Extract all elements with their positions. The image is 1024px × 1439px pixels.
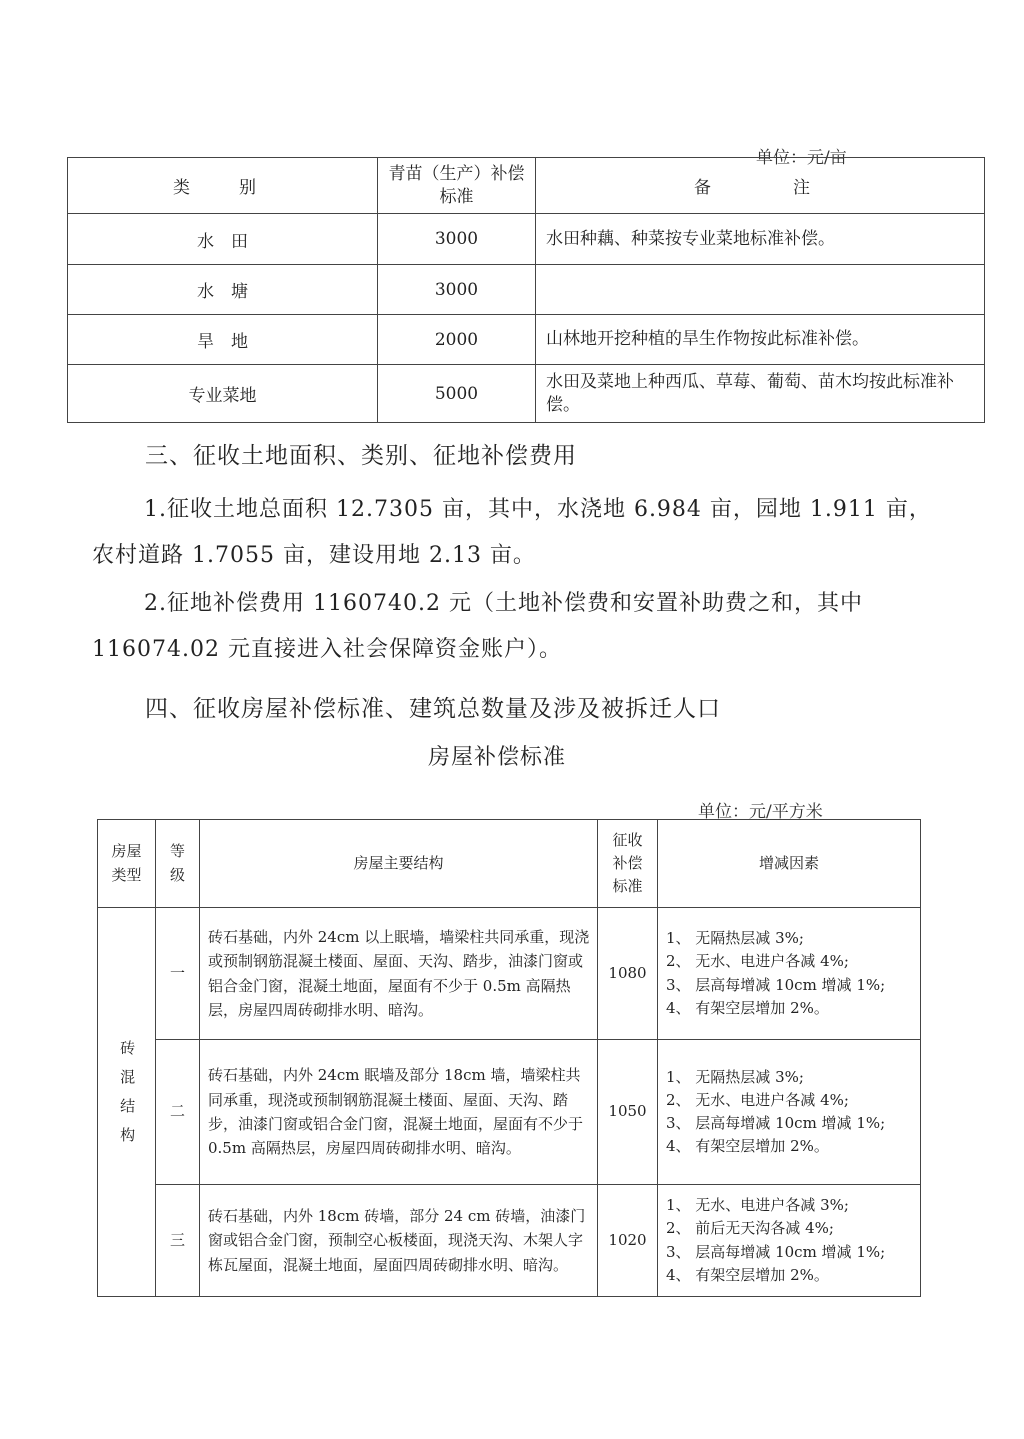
header-standard: 青苗（生产）补偿标准: [378, 158, 536, 214]
row-grade: 二: [156, 1040, 200, 1185]
row-category: 专业菜地: [68, 365, 378, 423]
table1-unit: 单位：元/亩: [756, 148, 847, 168]
row-category: 旱 地: [68, 315, 378, 365]
row-standard: 5000: [378, 365, 536, 423]
header-grade: 等级: [156, 820, 200, 908]
header-house-type: 房屋类型: [98, 820, 156, 908]
table-row: [68, 265, 985, 315]
header-category: 类 别: [68, 158, 378, 214]
section4-heading: 四、征收房屋补偿标准、建筑总数量及涉及被拆迁人口: [145, 696, 721, 722]
row-category: 水 塘: [68, 265, 378, 315]
table-row: [98, 1185, 921, 1297]
row-note: [536, 265, 985, 315]
section3-paragraph-2: 2.征地补偿费用 1160740.2 元（土地补偿费和安置补助费之和，其中 116074.02 元直接进入社会保障资金账户）。: [92, 591, 863, 662]
row-note: 水田及菜地上种西瓜、草莓、葡萄、苗木均按此标准补偿。: [536, 365, 985, 423]
section3-paragraph-1: 1.征收土地总面积 12.7305 亩，其中，水浇地 6.984 亩，园地 1.911 亩，农村道路 1.7055 亩，建设用地 2.13 亩。: [92, 497, 932, 568]
table-header-row: [68, 158, 985, 214]
row-factors: 1、 无隔热层减 3%; 2、 无水、电进户各减 4%; 3、 层高每增减 10cm 增减 1%; 4、 有架空层增加 2%。: [658, 1040, 921, 1185]
house-type-cell: [98, 908, 156, 1297]
row-note: 水田种藕、种菜按专业菜地标准补偿。: [536, 214, 985, 265]
row-standard: 1080: [598, 908, 658, 1040]
house-compensation-table: [97, 819, 921, 1297]
header-structure: 房屋主要结构: [200, 820, 598, 908]
row-category: 水 田: [68, 214, 378, 265]
table-header-row: [98, 820, 921, 908]
row-standard: 2000: [378, 315, 536, 365]
row-structure: 砖石基础，内外 24cm 以上眠墙，墙梁柱共同承重，现浇或预制钢筋混凝土楼面、屋面、天沟、踏步，油漆门窗或铝合金门窗，混凝土地面，屋面有不少于 0.5m 高隔热层，房屋四周砖砌排水明、暗沟。: [200, 908, 598, 1040]
row-note: 山林地开挖种植的旱生作物按此标准补偿。: [536, 315, 985, 365]
row-standard: 3000: [378, 265, 536, 315]
row-structure: 砖石基础，内外 24cm 眠墙及部分 18cm 墙，墙梁柱共同承重，现浇或预制钢筋混凝土楼面、屋面、天沟、踏步，油漆门窗或铝合金门窗，混凝土地面，屋面有不少于 0.5m 高隔热层，房屋四周砖砌排水明、暗沟。: [200, 1040, 598, 1185]
header-note: 备 注: [536, 158, 985, 214]
row-standard: 1050: [598, 1040, 658, 1185]
row-grade: 三: [156, 1185, 200, 1297]
table2-unit: 单位：元/平方米: [698, 802, 823, 822]
row-factors: 1、 无水、电进户各减 3%; 2、 前后无天沟各减 4%; 3、 层高每增减 10cm 增减 1%; 4、 有架空层增加 2%。: [658, 1185, 921, 1297]
table-row: [68, 214, 985, 265]
table-row: [98, 908, 921, 1040]
row-structure: 砖石基础，内外 18cm 砖墙，部分 24 cm 砖墙，油漆门窗或铝合金门窗，预制空心板楼面，现浇天沟、木架人字栋瓦屋面，混凝土地面，屋面四周砖砌排水明、暗沟。: [200, 1185, 598, 1297]
table-row: [68, 315, 985, 365]
house-standard-title: 房屋补偿标准: [428, 745, 567, 770]
seedling-compensation-table: [67, 157, 985, 423]
row-factors: 1、 无隔热层减 3%; 2、 无水、电进户各减 4%; 3、 层高每增减 10cm 增减 1%; 4、 有架空层增加 2%。: [658, 908, 921, 1040]
table-row: [68, 365, 985, 423]
row-standard: 3000: [378, 214, 536, 265]
row-grade: 一: [156, 908, 200, 1040]
row-standard: 1020: [598, 1185, 658, 1297]
header-factors: 增减因素: [658, 820, 921, 908]
section3-heading: 三、征收土地面积、类别、征地补偿费用: [145, 443, 577, 469]
header-compensation: 征收补偿标准: [598, 820, 658, 908]
table-row: [98, 1040, 921, 1185]
house-type-label: 砖混结构: [118, 1040, 137, 1157]
